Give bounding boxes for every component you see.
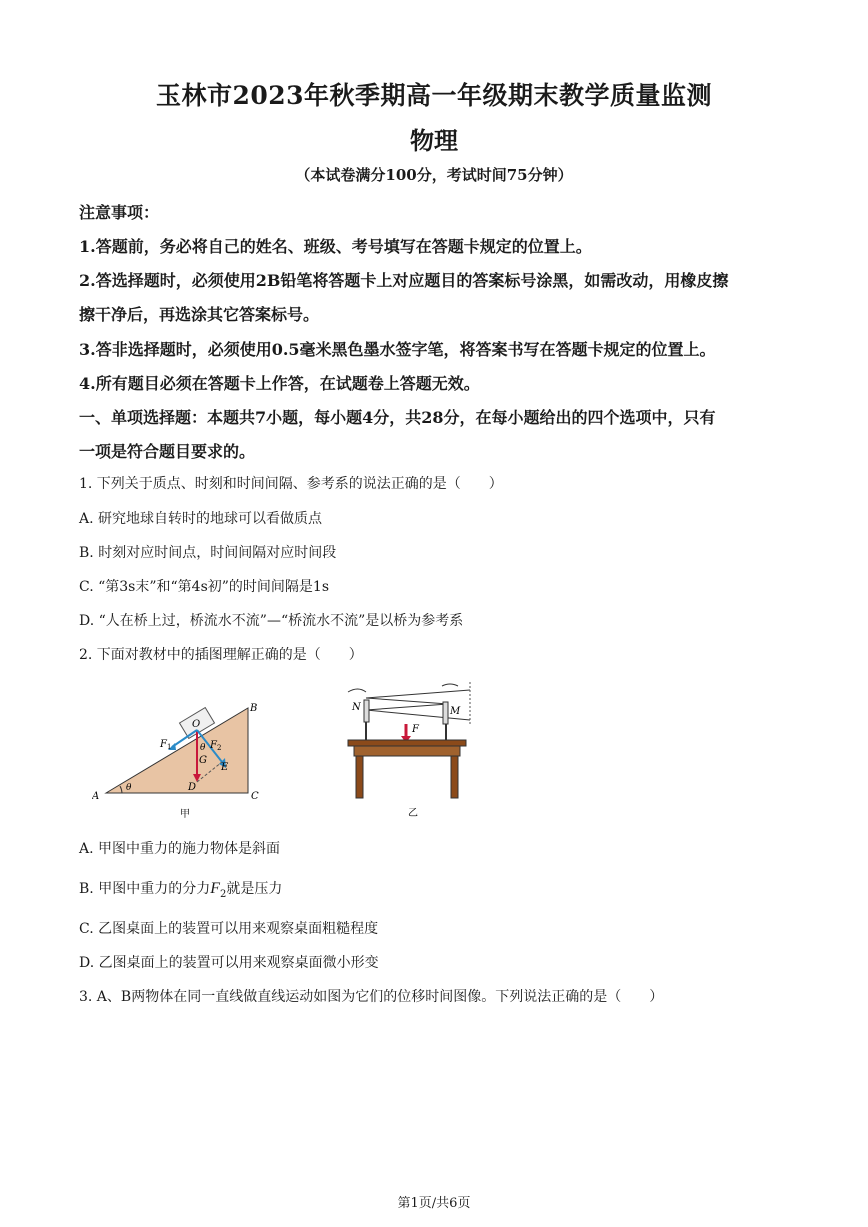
label-f2: F	[210, 740, 217, 751]
q1-option-a: A. 研究地球自转时的地球可以看做质点	[79, 511, 323, 527]
q2-option-a: A. 甲图中重力的施力物体是斜面	[79, 841, 281, 857]
label-n: N	[352, 702, 361, 713]
q1-option-b: B. 时刻对应时间点，时间间隔对应时间段	[79, 545, 337, 561]
q2-option-c: C. 乙图桌面上的装置可以用来观察桌面粗糙程度	[79, 921, 379, 937]
exam-subject: 物理	[410, 126, 458, 155]
label-f1-sub: 1	[167, 743, 172, 751]
label-f1: F	[160, 739, 167, 750]
label-theta-top: θ	[200, 743, 206, 753]
label-o: O	[192, 719, 201, 730]
note-1: 1.答题前，务必将自己的姓名、班级、考号填写在答题卡规定的位置上。	[79, 237, 592, 256]
label-e: E	[221, 762, 229, 773]
label-f: F	[412, 724, 419, 735]
caption-jia: 甲	[180, 809, 190, 820]
incline-figure	[92, 700, 272, 822]
note-2-line-1: 2.答选择题时，必须使用2B铅笔将答题卡上对应题目的答案标号涂黑，如需改动，用橡皮擦	[79, 271, 729, 290]
label-d: D	[188, 782, 197, 793]
table-top	[348, 740, 466, 746]
section-heading-line-2: 一项是符合题目要求的。	[79, 442, 256, 461]
page-footer: 第1页/共6页	[397, 1196, 471, 1211]
label-c: C	[251, 791, 259, 802]
q1-option-d: D. “人在桥上过，桥流水不流”—“桥流水不流”是以桥为参考系	[79, 613, 464, 629]
incline-plane	[106, 708, 248, 793]
exam-title: 玉林市2023年秋季期高一年级期末教学质量监测	[155, 81, 713, 110]
note-2-line-2: 擦干净后，再选涂其它答案标号。	[79, 305, 320, 324]
q2-option-d: D. 乙图桌面上的装置可以用来观察桌面微小形变	[79, 955, 379, 971]
q2-option-b: B. 甲图中重力的分力$F_2$就是压力	[79, 880, 283, 900]
table-figure	[336, 680, 478, 822]
note-4: 4.所有题目必须在答题卡上作答，在试题卷上答题无效。	[79, 374, 480, 393]
q1-stem: 1. 下列关于质点、时刻和时间间隔、参考系的说法正确的是（ ）	[79, 476, 503, 492]
mirror-n	[364, 700, 369, 722]
label-m: M	[450, 706, 461, 717]
note-3: 3.答非选择题时，必须使用0.5毫米黑色墨水签字笔，将答案书写在答题卡规定的位置上。	[79, 340, 716, 359]
label-f2-sub: 2	[217, 744, 222, 752]
q1-option-c: C. “第3s末”和“第4s初”的时间间隔是1s	[79, 579, 330, 595]
caption-yi: 乙	[408, 808, 418, 819]
label-b: B	[250, 703, 258, 714]
exam-info: （本试卷满分100分，考试时间75分钟）	[295, 166, 573, 184]
section-heading-line-1: 一、单项选择题：本题共7小题，每小题4分，共28分，在每小题给出的四个选项中，只有	[79, 408, 716, 427]
label-theta: θ	[126, 783, 132, 793]
q2-stem: 2. 下面对教材中的插图理解正确的是（ ）	[79, 647, 363, 663]
label-g: G	[199, 755, 207, 766]
mirror-m	[443, 702, 448, 724]
label-a: A	[92, 791, 100, 802]
notes-heading: 注意事项：	[79, 203, 160, 222]
q3-stem: 3. A、B两物体在同一直线做直线运动如图为它们的位移时间图像。下列说法正确的是（ ）	[79, 989, 664, 1005]
